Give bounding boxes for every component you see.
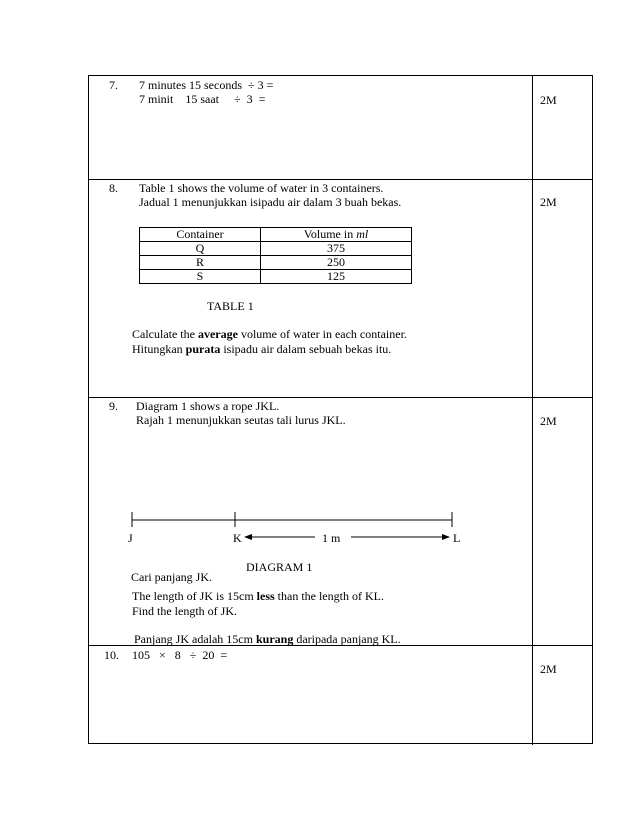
question-9-row bbox=[89, 397, 592, 645]
mark-allocation: 2M bbox=[540, 414, 557, 428]
question-text-en-1: The length of JK is 15cm less than the length of KL. bbox=[132, 589, 384, 603]
table-header-volume: Volume in ml bbox=[261, 228, 412, 242]
question-text-ms-1: Panjang JK adalah 15cm kurang daripada panjang KL. bbox=[134, 632, 401, 646]
table-header-row bbox=[140, 228, 412, 242]
question-text-en-2: Find the length of JK. bbox=[132, 604, 237, 618]
question-text-en: Table 1 shows the volume of water in 3 containers. bbox=[139, 181, 384, 195]
question-number: 7. bbox=[109, 78, 118, 92]
question-text-ms: 7 minit 15 saat ÷ 3 = bbox=[139, 92, 266, 106]
volume-table bbox=[139, 227, 412, 284]
marks-column bbox=[532, 180, 533, 397]
question-number: 10. bbox=[104, 648, 119, 662]
table-row bbox=[140, 270, 412, 284]
question-8-row bbox=[89, 179, 592, 397]
table-row bbox=[140, 256, 412, 270]
question-text-ms: Rajah 1 menunjukkan seutas tali lurus JKL. bbox=[136, 413, 346, 427]
table-cell: 125 bbox=[261, 270, 412, 284]
marks-column bbox=[532, 646, 533, 745]
table-cell: 375 bbox=[261, 242, 412, 256]
question-7-row bbox=[89, 76, 592, 179]
question-10-row bbox=[89, 645, 592, 745]
question-number: 9. bbox=[109, 399, 118, 413]
mark-allocation: 2M bbox=[540, 195, 557, 209]
table-cell: R bbox=[140, 256, 261, 270]
question-ask-ms: Hitungkan purata isipadu air dalam sebuah bekas itu. bbox=[132, 342, 392, 356]
table-caption: TABLE 1 bbox=[207, 299, 254, 313]
question-sheet bbox=[88, 75, 593, 744]
table-cell: S bbox=[140, 270, 261, 284]
table-cell: 250 bbox=[261, 256, 412, 270]
table-cell: Q bbox=[140, 242, 261, 256]
question-number: 8. bbox=[109, 181, 118, 195]
question-text: 105 × 8 ÷ 20 = bbox=[132, 648, 228, 662]
unit-ml: ml bbox=[356, 227, 369, 241]
table-row bbox=[140, 242, 412, 256]
question-ask-en: Calculate the average volume of water in each container. bbox=[132, 327, 407, 341]
marks-column bbox=[532, 76, 533, 179]
mark-allocation: 2M bbox=[540, 662, 557, 676]
mark-allocation: 2M bbox=[540, 93, 557, 107]
label-k: K bbox=[233, 531, 242, 545]
question-text-en: 7 minutes 15 seconds ÷ 3 = bbox=[139, 78, 274, 92]
table-header-container: Container bbox=[140, 228, 261, 242]
marks-column bbox=[532, 398, 533, 645]
diagram-caption: DIAGRAM 1 bbox=[246, 560, 313, 574]
label-kl-length: 1 m bbox=[322, 531, 341, 545]
question-text-en: Diagram 1 shows a rope JKL. bbox=[136, 399, 280, 413]
question-text-ms-2: Cari panjang JK. bbox=[131, 570, 212, 584]
label-j: J bbox=[128, 531, 133, 545]
label-l: L bbox=[453, 531, 461, 545]
question-text-ms: Jadual 1 menunjukkan isipadu air dalam 3 buah bekas. bbox=[139, 195, 402, 209]
